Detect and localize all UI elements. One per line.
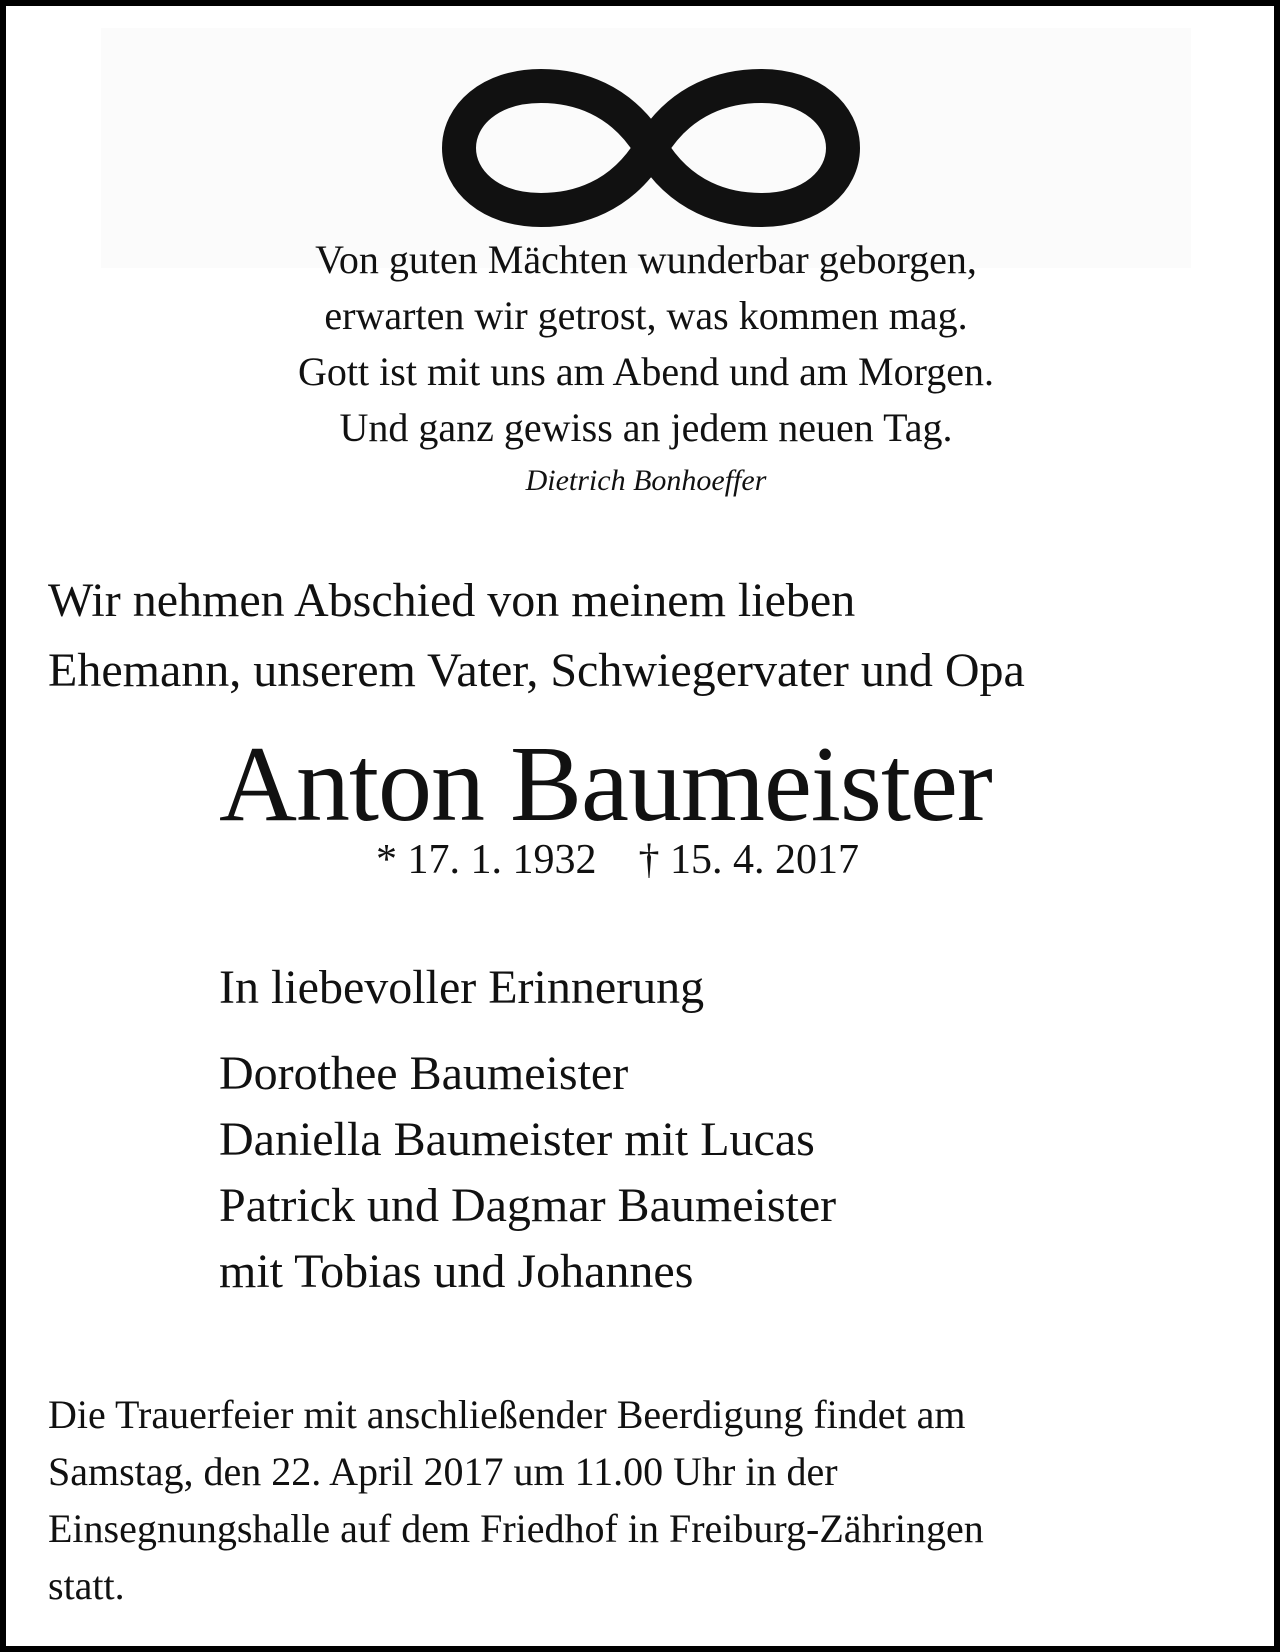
- funeral-line: Einsegnungshalle auf dem Friedhof in Freiburg-Zähringen: [48, 1506, 984, 1551]
- deceased-name: Anton Baumeister: [219, 725, 992, 844]
- intro-text: [48, 566, 1025, 706]
- death-date: † 15. 4. 2017: [638, 837, 859, 883]
- infinity-icon: [441, 58, 861, 238]
- funeral-info: [48, 1386, 984, 1614]
- poem-line: erwarten wir getrost, was kommen mag.: [324, 293, 968, 338]
- funeral-line: Samstag, den 22. April 2017 um 11.00 Uhr in der: [48, 1449, 838, 1494]
- memory-line: In liebevoller Erinnerung: [219, 961, 705, 1014]
- intro-line: Ehemann, unserem Vater, Schwiegervater und Opa: [48, 644, 1025, 697]
- birth-date: * 17. 1. 1932: [376, 837, 597, 883]
- mourners-list: [219, 1041, 836, 1305]
- mourner: Daniella Baumeister mit Lucas: [219, 1113, 815, 1166]
- mourner: Dorothee Baumeister: [219, 1047, 629, 1100]
- mourner: mit Tobias und Johannes: [219, 1245, 694, 1298]
- funeral-line: Die Trauerfeier mit anschließender Beerdigung findet am: [48, 1392, 966, 1437]
- poem: [6, 232, 1280, 456]
- poem-line: Gott ist mit uns am Abend und am Morgen.: [298, 349, 994, 394]
- funeral-line: statt.: [48, 1563, 125, 1608]
- intro-line: Wir nehmen Abschied von meinem lieben: [48, 574, 856, 627]
- life-dates: [376, 836, 859, 884]
- poem-line: Von guten Mächten wunderbar geborgen,: [315, 237, 977, 282]
- poem-author: Dietrich Bonhoeffer: [525, 464, 767, 497]
- poem-line: Und ganz gewiss an jedem neuen Tag.: [339, 405, 953, 450]
- mourner: Patrick und Dagmar Baumeister: [219, 1179, 837, 1232]
